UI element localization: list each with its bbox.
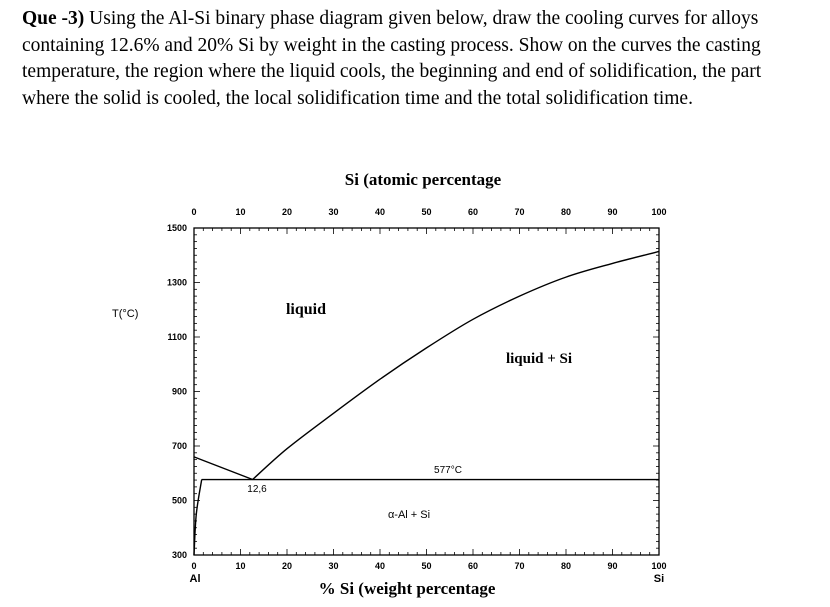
region-alpha-si: α-Al + Si	[387, 509, 431, 521]
x-tick-label-bottom: 0	[191, 561, 197, 571]
chart-title: Si (atomic percentage	[344, 170, 502, 189]
x-tick-label-top: 20	[281, 207, 293, 217]
x-tick-label-top: 90	[607, 207, 618, 217]
x-tick-label-top: 0	[191, 207, 197, 217]
y-tick-label: 500	[171, 495, 187, 506]
question-body: Using the Al-Si binary phase diagram given below, draw the cooling curves for alloys containing 12.6% and 20% Si by weight in the casting process. Show on the curves the casting temperature, the region where the liquid cools, the beginning and end of solidification, the part where the solid is cooled, the local solidification time and the total solidification time.	[22, 8, 762, 109]
x-tick-label-bottom: 80	[560, 561, 572, 571]
x-tick-label-top: 40	[374, 207, 386, 217]
x-axis-label: % Si (weight percentage	[318, 579, 496, 598]
liquidus-line-hypoeutectic	[194, 457, 253, 480]
x-tick-label-top: 10	[235, 207, 246, 217]
end-label-al: Al	[189, 573, 201, 585]
y-tick-label: 1300	[166, 277, 187, 288]
solvus-line	[194, 480, 202, 556]
x-tick-label-top: 100	[651, 207, 667, 217]
x-tick-label-top: 60	[467, 207, 479, 217]
tick-marks	[194, 228, 659, 555]
y-axis-label: T(°C)	[112, 308, 139, 320]
x-tick-label-bottom: 40	[374, 561, 386, 571]
region-liquid-si: liquid + Si	[505, 351, 573, 367]
question-label: Que -3)	[22, 8, 85, 29]
y-tick-label: 1500	[166, 223, 187, 233]
end-label-si: Si	[653, 573, 665, 585]
y-tick-label: 900	[171, 386, 187, 397]
x-tick-label-top: 50	[421, 207, 432, 217]
x-tick-label-bottom: 30	[328, 561, 339, 571]
y-tick-label: 700	[171, 441, 187, 451]
x-tick-label-bottom: 60	[467, 561, 479, 571]
x-tick-label-top: 80	[560, 207, 572, 217]
y-tick-label: 1100	[167, 332, 187, 342]
plot-frame	[194, 228, 659, 555]
x-tick-label-bottom: 90	[607, 561, 618, 571]
x-tick-label-top: 70	[514, 207, 525, 217]
x-tick-label-bottom: 70	[514, 561, 525, 571]
region-liquid: liquid	[285, 301, 327, 318]
y-tick-label: 300	[171, 550, 187, 560]
x-tick-label-top: 30	[328, 207, 339, 217]
eutectic-temp-label: 577°C	[434, 465, 462, 476]
x-tick-label-bottom: 100	[651, 561, 667, 571]
x-tick-label-bottom: 20	[281, 561, 293, 571]
eutectic-comp-label: 12,6	[247, 484, 267, 495]
x-tick-label-bottom: 50	[421, 561, 432, 571]
x-tick-label-bottom: 10	[235, 561, 246, 571]
liquidus-line-hypereutectic	[253, 251, 659, 479]
